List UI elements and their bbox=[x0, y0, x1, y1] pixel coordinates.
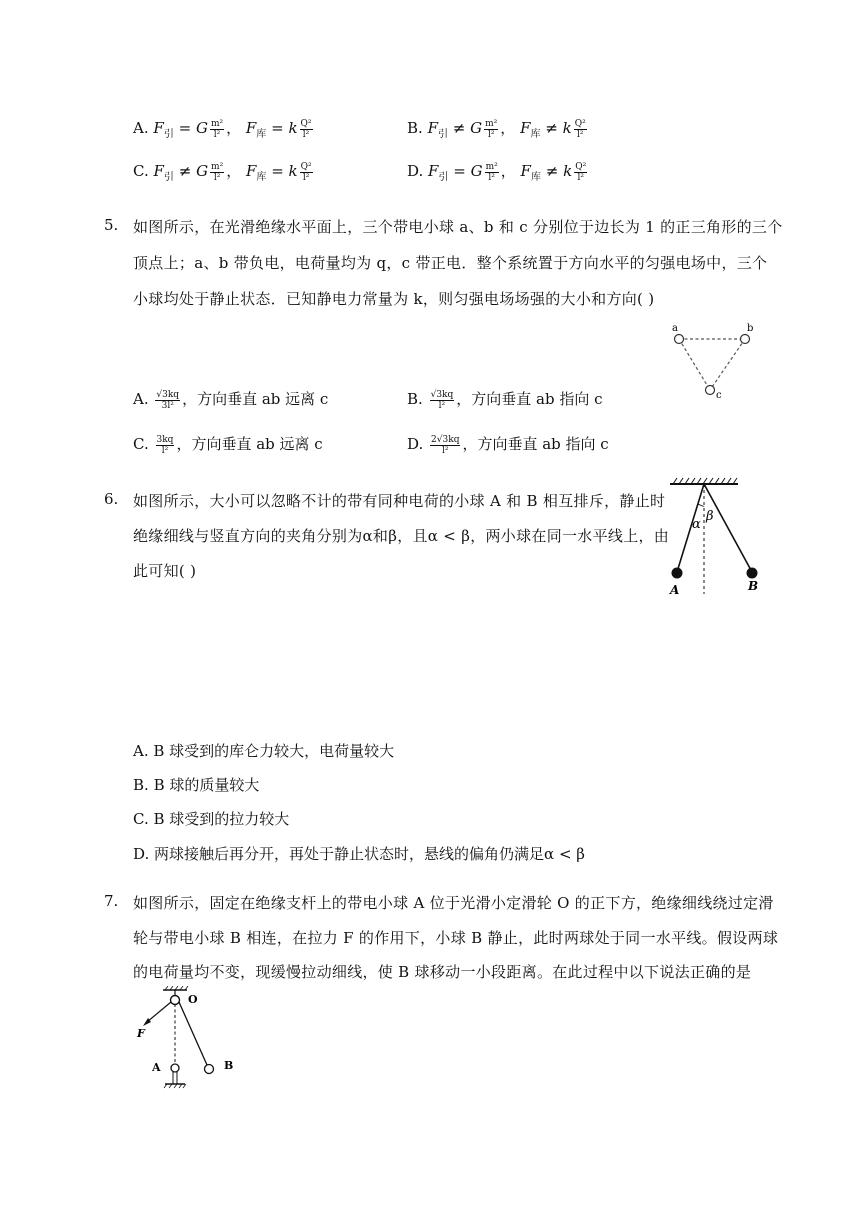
label-o: O bbox=[188, 993, 198, 1006]
question-number: 7. bbox=[104, 892, 119, 910]
symbol: F bbox=[428, 162, 439, 180]
option-text: ，方向垂直 ab 指向 c bbox=[456, 390, 603, 408]
denominator: l² bbox=[213, 129, 221, 140]
pulley-figure bbox=[133, 986, 243, 1096]
numerator: Q² bbox=[300, 161, 312, 172]
q6-option-a bbox=[133, 740, 394, 761]
label-b: B bbox=[224, 1059, 234, 1072]
symbol: k bbox=[288, 162, 298, 180]
fraction bbox=[430, 390, 455, 411]
denominator: l² bbox=[576, 129, 584, 140]
operator: = bbox=[178, 119, 192, 137]
fraction bbox=[155, 390, 180, 411]
question-number: 6. bbox=[104, 490, 119, 508]
denominator: l² bbox=[488, 172, 495, 183]
label-ball-b: B bbox=[748, 579, 759, 593]
q6-option-b bbox=[133, 774, 259, 795]
question-text-line: 小球均处于静止状态．已知静电力常量为 k，则匀强电场场强的大小和方向( ) bbox=[133, 290, 655, 308]
fraction bbox=[300, 119, 313, 140]
option-label: B. bbox=[407, 390, 423, 408]
numerator: Q² bbox=[574, 118, 586, 129]
fraction bbox=[484, 119, 498, 140]
option-label: C. bbox=[133, 435, 149, 453]
q5-option-d bbox=[407, 433, 609, 456]
option-text: B 球的质量较大 bbox=[153, 776, 260, 794]
denominator: l² bbox=[487, 129, 495, 140]
question-text-line: 如图所示，在光滑绝缘水平面上，三个带电小球 a、b 和 c 分别位于边长为 1 的正三角形的三个 bbox=[133, 218, 783, 236]
question-text-line: 顶点上；a、b 带负电，电荷量均为 q，c 带正电．整个系统置于方向水平的匀强电场中，三个 bbox=[133, 254, 768, 272]
triangle-figure bbox=[668, 320, 758, 400]
ball-a bbox=[675, 335, 684, 344]
ball-c bbox=[706, 386, 715, 395]
symbol: F bbox=[153, 119, 164, 137]
symbol: F bbox=[427, 119, 438, 137]
ball-b bbox=[205, 1065, 214, 1074]
q5-option-c bbox=[133, 433, 323, 456]
q5-option-b bbox=[407, 388, 603, 411]
numerator: 2√3kq bbox=[431, 434, 460, 445]
subscript: 引 bbox=[438, 172, 449, 183]
operator: ≠ bbox=[545, 162, 559, 180]
denominator: l² bbox=[438, 400, 446, 411]
question-text-line: 绝缘细线与竖直方向的夹角分别为α和β，且α < β，两小球在同一水平线上，由 bbox=[133, 527, 670, 545]
option-label: A. bbox=[133, 119, 149, 137]
operator: ≠ bbox=[178, 162, 192, 180]
numerator: m² bbox=[485, 118, 498, 129]
denominator: l² bbox=[302, 129, 310, 140]
denominator: l² bbox=[213, 172, 221, 183]
q5-option-a bbox=[133, 388, 328, 411]
q6-option-d bbox=[133, 843, 585, 864]
q4-option-b: B. $F_引 \ne G$ $\frac{\text{m²}}{\text{l²}}$ ， $F_库 \ne k$ $\frac{\text{Q²}}{\text{l²}}$ bbox=[407, 118, 586, 140]
symbol: k bbox=[288, 119, 298, 137]
operator: = bbox=[271, 162, 284, 180]
question-number: 5. bbox=[104, 216, 119, 234]
denominator: l² bbox=[161, 445, 169, 456]
symbol: G bbox=[196, 162, 209, 180]
option-text: 两球接触后再分开，再处于静止状态时，悬线的偏角仍满足α < β bbox=[154, 845, 585, 863]
denominator: 3l² bbox=[161, 400, 174, 411]
label-beta: β bbox=[706, 509, 714, 524]
symbol: G bbox=[470, 162, 483, 180]
numerator: m² bbox=[211, 161, 224, 172]
subscript: 库 bbox=[530, 129, 541, 140]
subscript: 引 bbox=[438, 129, 448, 140]
operator: = bbox=[271, 119, 284, 137]
operator: = bbox=[453, 162, 466, 180]
symbol: F bbox=[245, 162, 257, 180]
numerator: √3kq bbox=[156, 389, 180, 400]
label-b: b bbox=[747, 323, 754, 334]
numerator: Q² bbox=[575, 161, 587, 172]
denominator: l² bbox=[577, 172, 584, 183]
subscript: 引 bbox=[163, 129, 174, 140]
option-label: A. bbox=[133, 742, 149, 760]
numerator: m² bbox=[210, 118, 224, 129]
fraction bbox=[210, 119, 224, 140]
fraction bbox=[485, 162, 499, 183]
numerator: 3kq bbox=[156, 434, 174, 445]
ball-a bbox=[171, 1064, 179, 1072]
option-label: C. bbox=[133, 162, 149, 180]
denominator: l² bbox=[302, 172, 310, 183]
numerator: Q² bbox=[300, 118, 312, 129]
ball-b bbox=[741, 335, 750, 344]
fraction bbox=[430, 435, 460, 456]
label-a: a bbox=[672, 323, 678, 334]
subscript: 库 bbox=[256, 172, 267, 183]
option-label: A. bbox=[133, 390, 149, 408]
option-text: B 球受到的库仑力较大，电荷量较大 bbox=[153, 742, 395, 760]
pulley-o bbox=[171, 996, 180, 1005]
q4-option-c: C. $F_引 \ne G$ $\frac{\text{m²}}{\text{l²}}$ ， $F_库 = k$ $\frac{\text{Q²}}{\text{l²}}$ bbox=[133, 161, 312, 183]
question-text-line: 此可知( ) bbox=[133, 562, 197, 580]
option-label: B. bbox=[407, 119, 423, 137]
fraction bbox=[210, 162, 224, 183]
option-label: D. bbox=[407, 435, 424, 453]
symbol: F bbox=[520, 119, 531, 137]
fraction bbox=[574, 119, 587, 140]
label-f: F bbox=[137, 1027, 145, 1040]
symbol: G bbox=[195, 119, 208, 137]
label-alpha: α bbox=[692, 517, 701, 532]
option-text: ，方向垂直 ab 远离 c bbox=[182, 390, 329, 408]
fraction bbox=[574, 162, 587, 183]
symbol: F bbox=[153, 162, 164, 180]
option-label: C. bbox=[133, 810, 149, 828]
q4-option-d: D. $F_引 = G$ $\frac{\text{m²}}{\text{l²}}$ ， $F_库 \ne k$ $\frac{\text{Q²}}{\text{l²}}$ bbox=[407, 161, 587, 183]
option-text: ，方向垂直 ab 指向 c bbox=[462, 435, 609, 453]
numerator: m² bbox=[485, 161, 498, 172]
q6-option-c bbox=[133, 808, 289, 829]
symbol: k bbox=[562, 119, 572, 137]
ball-a bbox=[672, 568, 683, 579]
q4-option-a: A. $F_引 = G$ $\frac{\text{m²}}{\text{l²}}$ ， $F_库 = k$ $\frac{\text{Q²}}{\text{l²}}$ bbox=[133, 118, 312, 140]
label-c: c bbox=[716, 390, 722, 400]
fraction bbox=[156, 435, 175, 456]
question-text-line: 轮与带电小球 B 相连，在拉力 F 的作用下，小球 B 静止，此时两球处于同一水平线。假设两球 bbox=[133, 929, 779, 947]
label-a: A bbox=[152, 1061, 161, 1074]
pendulum-figure bbox=[664, 476, 774, 598]
option-label: B. bbox=[133, 776, 149, 794]
ball-b bbox=[747, 568, 758, 579]
subscript: 库 bbox=[530, 172, 541, 183]
numerator: √3kq bbox=[430, 389, 454, 400]
subscript: 库 bbox=[256, 129, 267, 140]
symbol: k bbox=[563, 162, 573, 180]
denominator: l² bbox=[442, 445, 449, 456]
symbol: G bbox=[470, 119, 483, 137]
label-ball-a: A bbox=[670, 583, 680, 597]
option-text: ，方向垂直 ab 远离 c bbox=[176, 435, 323, 453]
question-text-line: 的电荷量均不变，现缓慢拉动细线，使 B 球移动一小段距离。在此过程中以下说法正确的是 bbox=[133, 963, 752, 981]
option-text: B 球受到的拉力较大 bbox=[153, 810, 290, 828]
operator: ≠ bbox=[452, 119, 466, 137]
subscript: 引 bbox=[163, 172, 174, 183]
option-label: D. bbox=[407, 162, 424, 180]
question-text-line: 如图所示，大小可以忽略不计的带有同种电荷的小球 A 和 B 相互排斥，静止时 bbox=[133, 492, 666, 510]
symbol: F bbox=[245, 119, 257, 137]
question-text-line: 如图所示，固定在绝缘支杆上的带电小球 A 位于光滑小定滑轮 O 的正下方，绝缘细线绕过定滑 bbox=[133, 894, 774, 912]
option-label: D. bbox=[133, 845, 150, 863]
symbol: F bbox=[520, 162, 531, 180]
operator: ≠ bbox=[545, 119, 558, 137]
fraction bbox=[300, 162, 313, 183]
